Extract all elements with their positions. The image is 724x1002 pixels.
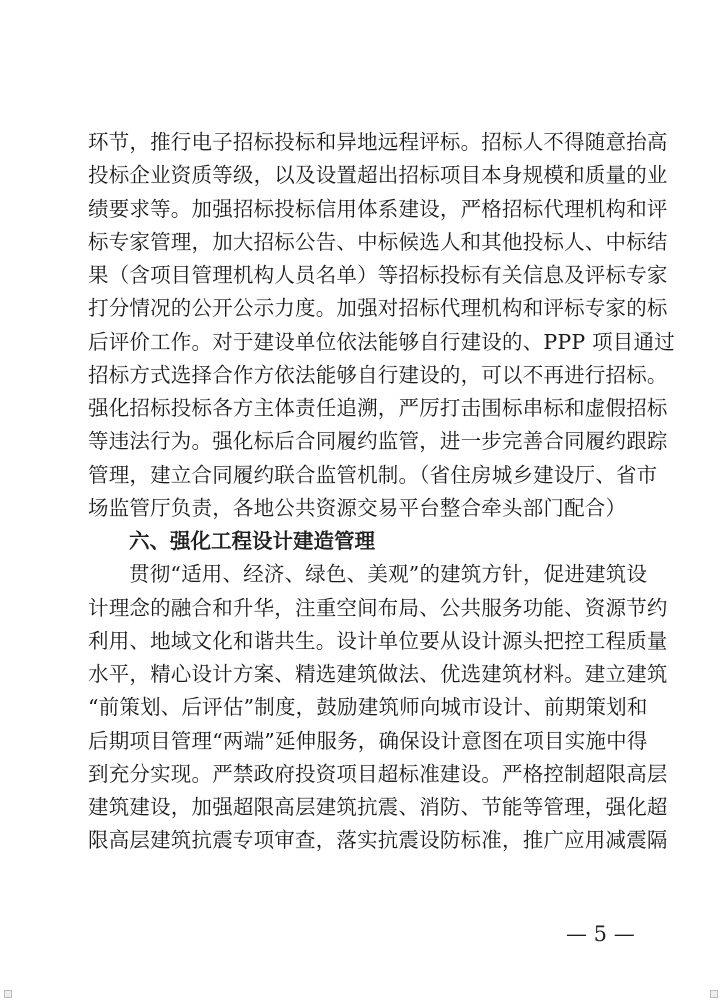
scan-corner-mark bbox=[710, 990, 718, 998]
document-body bbox=[88, 126, 675, 858]
text-line: 贯彻“适用、经济、绿色、美观”的建筑方针，促进建筑设 bbox=[129, 562, 648, 587]
paragraph-2 bbox=[88, 558, 668, 857]
text-line: 后评价工作。对于建设单位依法能够自行建设的、PPP 项目通过 bbox=[88, 329, 675, 354]
text-line: “前策划、后评估”制度，鼓励建筑师向城市设计、前期策划和 bbox=[88, 695, 648, 720]
text-line: 后期项目管理“两端”延伸服务，确保设计意图在项目实施中得 bbox=[88, 728, 648, 753]
paragraph-1 bbox=[88, 126, 675, 525]
text-line: 环节，推行电子招标投标和异地远程评标。招标人不得随意抬高 bbox=[88, 130, 668, 154]
text-line: 等违法行为。强化标后合同履约监管，进一步完善合同履约跟踪 bbox=[88, 429, 668, 454]
text-line: 招标方式选择合作方依法能够自行建设的，可以不再进行招标。 bbox=[88, 362, 668, 387]
text-line: 绩要求等。加强招标投标信用体系建设，严格招标代理机构和评 bbox=[88, 196, 668, 221]
text-line: 果（含项目管理机构人员名单）等招标投标有关信息及评标专家 bbox=[88, 263, 668, 287]
text-line: 管理，建立合同履约联合监管机制。（省住房城乡建设厅、省市 bbox=[88, 462, 658, 487]
text-line: 限高层建筑抗震专项审查，落实抗震设防标准，推广应用减震隔 bbox=[88, 828, 668, 853]
text-line: 水平，精心设计方案、精选建筑做法、优选建筑材料。建立建筑 bbox=[88, 662, 668, 686]
scan-corner-mark bbox=[4, 990, 12, 998]
text-line: 场监管厅负责，各地公共资源交易平台整合牵头部门配合） bbox=[88, 495, 627, 520]
text-line: 标专家管理，加大招标公告、中标候选人和其他投标人、中标结 bbox=[88, 229, 668, 254]
text-line: 利用、地域文化和谐共生。设计单位要从设计源头把控工程质量 bbox=[88, 628, 668, 653]
text-line: 计理念的融合和升华，注重空间布局、公共服务功能、资源节约 bbox=[88, 595, 668, 620]
section-heading: 六、强化工程设计建造管理 bbox=[129, 529, 375, 553]
text-line: 强化招标投标各方主体责任追溯，严厉打击围标串标和虚假招标 bbox=[88, 396, 668, 420]
text-line: 打分情况的公开公示力度。加强对招标代理机构和评标专家的标 bbox=[88, 296, 668, 321]
page-number: — 5 — bbox=[566, 922, 635, 946]
text-line: 建筑建设，加强超限高层建筑抗震、消防、节能等管理，强化超 bbox=[88, 795, 668, 819]
text-line: 投标企业资质等级，以及设置超出招标项目本身规模和质量的业 bbox=[88, 163, 668, 188]
text-line: 到充分实现。严禁政府投资项目超标准建设。严格控制超限高层 bbox=[88, 761, 668, 786]
